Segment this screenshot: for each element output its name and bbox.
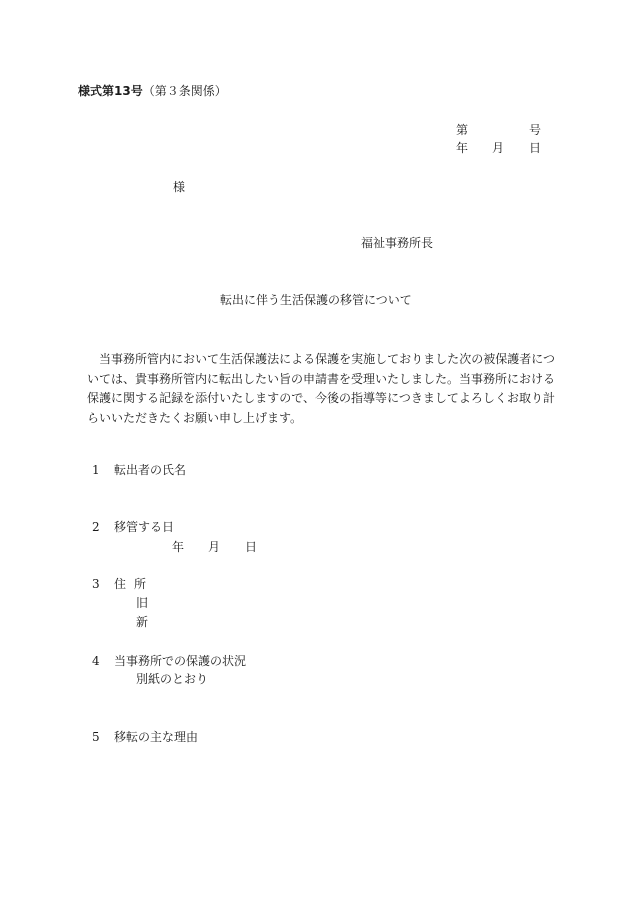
item-1-number: 1 — [92, 463, 100, 477]
item-5-number: 5 — [92, 730, 100, 744]
date-year: 年 — [456, 141, 469, 155]
item-3-number: 3 — [92, 577, 100, 591]
document-number-prefix: 第 — [456, 123, 469, 137]
item-5-label: 移転の主な理由 — [114, 730, 199, 744]
date-day: 日 — [529, 141, 542, 155]
item-3-new-address: 新 — [136, 615, 149, 629]
item-4-number: 4 — [92, 654, 100, 668]
item-2-number: 2 — [92, 520, 100, 534]
form-article-ref: （第３条関係） — [142, 84, 227, 98]
body-paragraph: 当事務所管内において生活保護法による保護を実施しておりました次の被保護者については、貴事務所管内に転出したい旨の申請書を受理いたしました。当事務所における保護に関する記録を添付いたしますので、今後の指導等につきましてよろしくお取り計らいいただきたくお願い申し上げます。 — [87, 352, 556, 425]
item-4-label: 当事務所での保護の状況 — [114, 654, 247, 668]
document-number-suffix: 号 — [529, 123, 542, 137]
form-label — [78, 84, 227, 98]
item-3-label: 住所 — [114, 577, 155, 591]
item-2-label: 移管する日 — [114, 520, 175, 534]
form-number: 様式第13号 — [78, 84, 143, 98]
item-2-month: 月 — [208, 540, 221, 554]
item-3-old-address: 旧 — [136, 596, 149, 610]
item-2-day: 日 — [245, 540, 258, 554]
item-2-year: 年 — [172, 540, 185, 554]
item-1-label: 転出者の氏名 — [114, 463, 187, 477]
sender: 福祉事務所長 — [361, 236, 434, 250]
date-month: 月 — [492, 141, 505, 155]
addressee-honorific: 様 — [173, 180, 186, 194]
item-4-value: 別紙のとおり — [136, 672, 209, 686]
document-subject: 転出に伴う生活保護の移管について — [220, 293, 412, 307]
